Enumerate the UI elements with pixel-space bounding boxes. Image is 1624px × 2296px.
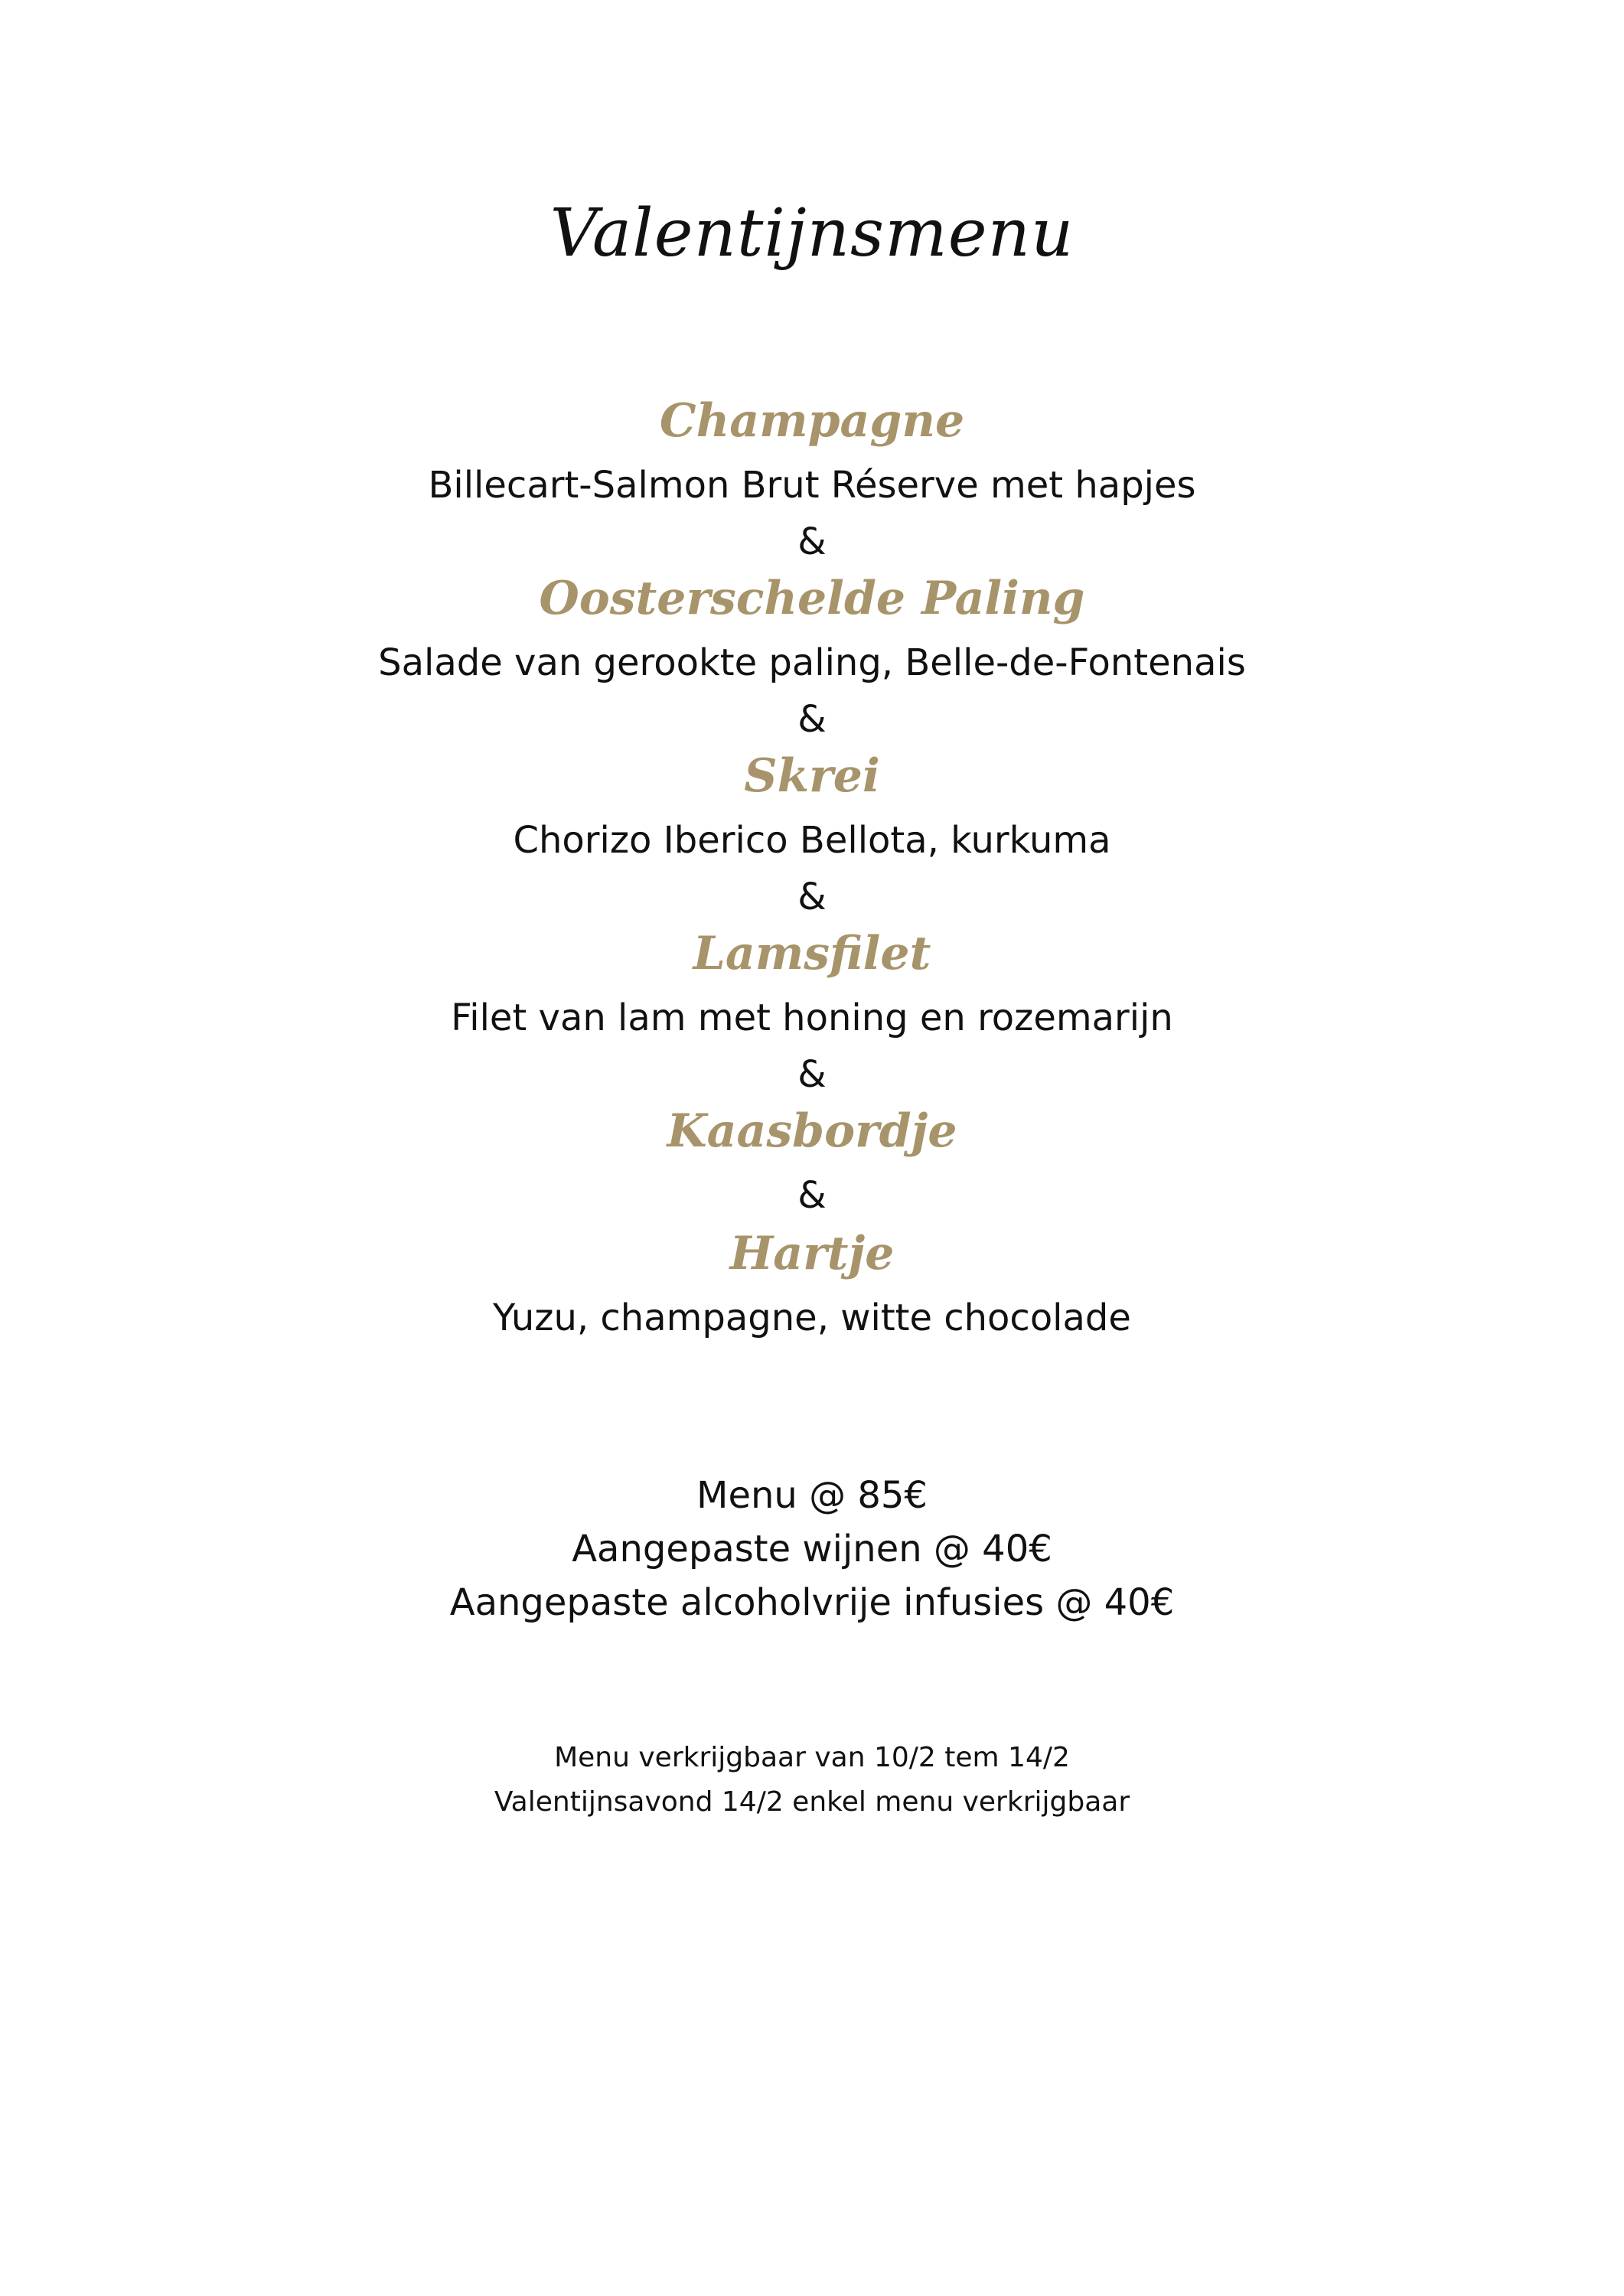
- course-description-skrei: Chorizo Iberico Bellota, kurkuma: [513, 819, 1111, 862]
- course-heading-hartje: Hartje: [729, 1227, 895, 1280]
- course-heading-lamsfilet: Lamsfilet: [693, 927, 931, 980]
- course-separator: &: [797, 698, 827, 741]
- course-separator: &: [797, 1174, 827, 1217]
- availability-note: Menu verkrijgbaar van 10/2 tem 14/2: [554, 1742, 1070, 1773]
- course-description-hartje: Yuzu, champagne, witte chocolade: [493, 1296, 1131, 1339]
- course-separator: &: [797, 876, 827, 918]
- menu-title: Valentijnsmenu: [549, 195, 1075, 272]
- valentines-evening-note: Valentijnsavond 14/2 enkel menu verkrijgbaar: [494, 1786, 1130, 1818]
- course-description-lamsfilet: Filet van lam met honing en rozemarijn: [451, 996, 1173, 1039]
- course-heading-champagne: Champagne: [659, 394, 965, 448]
- course-heading-oosterschelde-paling: Oosterschelde Paling: [539, 572, 1085, 625]
- price-non-alcoholic-infusions: Aangepaste alcoholvrije infusies @ 40€: [449, 1581, 1175, 1624]
- course-heading-kaasbordje: Kaasbordje: [667, 1104, 957, 1158]
- course-description-champagne: Billecart-Salmon Brut Réserve met hapjes: [428, 464, 1196, 507]
- price-menu: Menu @ 85€: [696, 1474, 928, 1517]
- price-wines: Aangepaste wijnen @ 40€: [572, 1528, 1052, 1570]
- course-description-oosterschelde-paling: Salade van gerookte paling, Belle-de-Fontenais: [378, 641, 1246, 684]
- course-separator: &: [797, 1053, 827, 1096]
- course-separator: &: [797, 520, 827, 563]
- course-heading-skrei: Skrei: [744, 749, 880, 803]
